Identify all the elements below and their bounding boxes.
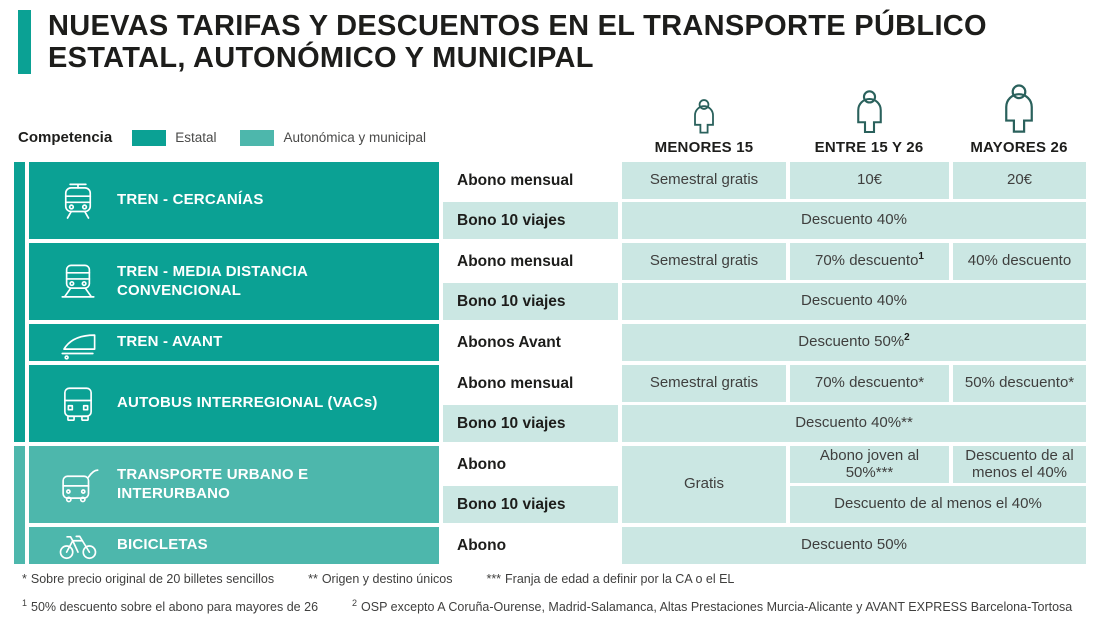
legend-item-autonomica [240, 130, 426, 146]
page-title [48, 10, 987, 74]
table-cell: 10€ [790, 162, 949, 199]
section-label [29, 162, 439, 239]
column-header-mayores-26 [929, 84, 1100, 156]
person-icon-small [689, 99, 719, 135]
footnote: $^2$ OSP excepto A Coruña-Ourense, Madrid-Salamanca, Altas Prestaciones Murcia-Alicante y AVANT EXPRESS Barcelona-Tortosa [352, 598, 1073, 615]
row-label: Abono mensual [443, 243, 618, 280]
column-header-label: MAYORES 26 [970, 139, 1068, 156]
table-cell: 70% descuento* [790, 365, 949, 402]
legend-item-estatal [132, 130, 216, 146]
column-header-menores-15 [614, 84, 794, 156]
autonomica-swatch [240, 130, 274, 146]
footnote: $^1$ 50% descuento sobre el abono para mayores de 26 [22, 598, 319, 615]
legend-item-label: Autonómica y municipal [283, 130, 427, 145]
bus-urbano-icon [55, 464, 101, 506]
table-cell: Descuento de al menos el 40% [953, 446, 1086, 483]
train-cercanias-icon [55, 180, 101, 222]
row-label: Bono 10 viajes [443, 486, 618, 523]
footnote: *** Franja de edad a definir por la CA o el EL [486, 572, 735, 586]
table-cell: 40% descuento [953, 243, 1086, 280]
table-cell: Descuento 50%$^2$ [622, 324, 1086, 361]
section-name: AUTOBUS INTERREGIONAL (VACs) [117, 394, 378, 412]
section-tren-avant [29, 324, 1086, 361]
table-cell: Abono joven al 50%*** [790, 446, 949, 483]
row-label: Bono 10 viajes [443, 202, 618, 239]
footnotes-line1 [22, 572, 768, 586]
table-cell: Descuento 40%** [622, 405, 1086, 442]
page-title-line1: NUEVAS TARIFAS Y DESCUENTOS EN EL TRANSPORTE PÚBLICO [48, 10, 987, 42]
table-cell: Descuento 40% [622, 202, 1086, 239]
estatal-swatch [132, 130, 166, 146]
legend-title: Competencia [18, 129, 113, 146]
row-label: Bono 10 viajes [443, 283, 618, 320]
section-name: TREN - MEDIA DISTANCIA CONVENCIONAL [117, 262, 308, 299]
person-icon-large [998, 84, 1040, 135]
section-autobus-interregional [29, 365, 1086, 442]
section-name: TRANSPORTE URBANO E INTERURBANO [117, 465, 309, 502]
section-transporte-urbano [29, 446, 1086, 523]
bus-interregional-icon [55, 383, 101, 425]
table-cell: 70% descuento$^1$ [790, 243, 949, 280]
row-label: Bono 10 viajes [443, 405, 618, 442]
section-bicicletas [29, 527, 1086, 564]
section-name: TREN - AVANT [117, 333, 223, 351]
section-label [29, 527, 439, 564]
table-cell: Descuento 40% [622, 283, 1086, 320]
section-name: BICICLETAS [117, 536, 208, 554]
row-label: Abono mensual [443, 162, 618, 199]
section-tren-media-distancia [29, 243, 1086, 320]
tariffs-table [14, 162, 1086, 564]
table-cell-gratis: Gratis [622, 446, 786, 523]
row-label: Abonos Avant [443, 324, 618, 361]
section-tren-cercanias [29, 162, 1086, 239]
row-label: Abono [443, 446, 618, 483]
competencia-legend [18, 129, 450, 146]
table-cell: 50% descuento* [953, 365, 1086, 402]
section-name: TREN - CERCANÍAS [117, 191, 264, 209]
section-label [29, 243, 439, 320]
legend-item-label: Estatal [175, 130, 217, 145]
person-icon-medium [851, 90, 888, 135]
footnotes-line2 [22, 598, 1100, 614]
table-cell: Descuento 50% [622, 527, 1086, 564]
column-header-label: MENORES 15 [654, 139, 754, 156]
footnote: ** Origen y destino únicos [308, 572, 453, 586]
title-accent-bar [18, 10, 31, 74]
title-block [18, 10, 987, 74]
row-label: Abono [443, 527, 618, 564]
section-label [29, 324, 439, 361]
section-label [29, 446, 439, 523]
section-label [29, 365, 439, 442]
page-title-line2: ESTATAL, AUTONÓMICO Y MUNICIPAL [48, 42, 594, 74]
bicycle-icon [55, 525, 101, 567]
table-cell: Semestral gratis [622, 162, 786, 199]
table-cell: Descuento de al menos el 40% [790, 486, 1086, 523]
autonomica-group [14, 446, 1086, 564]
table-cell: Semestral gratis [622, 243, 786, 280]
train-media-distancia-icon [55, 261, 101, 303]
table-cell: Semestral gratis [622, 365, 786, 402]
train-avant-icon [55, 322, 101, 364]
estatal-group [14, 162, 1086, 442]
footnote: * Sobre precio original de 20 billetes sencillos [22, 572, 275, 586]
row-label: Abono mensual [443, 365, 618, 402]
column-header-label: ENTRE 15 Y 26 [814, 139, 924, 156]
table-cell: 20€ [953, 162, 1086, 199]
